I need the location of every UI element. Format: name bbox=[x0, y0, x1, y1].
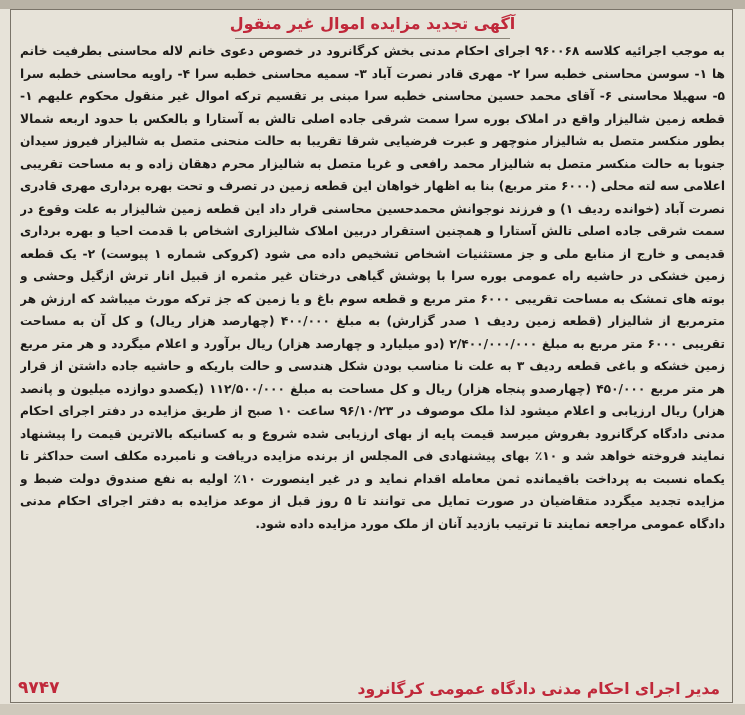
notice-body: به موجب اجرائیه کلاسه ۹۶۰۰۶۸ اجرای احکام مدنی بخش کرگانرود در خصوص دعوی خانم لاله محاسنی بطرفیت خانم ها ۱- سوسن محاسنی خطبه سرا ۲- مهری قادر نصرت آباد ۳- سمیه محاسنی خطبه سرا ۴- راویه محاسنی خطبه سرا ۵- سهیلا محاسنی ۶- آقای محمد حسین محاسنی خطبه سرا مبنی بر تقسیم ترکه اموال غیر منقول محکوم علیهم ۱- قطعه زمین شالیزار واقع در املاک بوره سرا سمت شرقی جاده اصلی تالش به آستارا و بالعکس با حدود اربعه شمالا بطور منکسر متصل به شالیزار منوچهر و عبرت فرضیایی شرقا تقریبا به حالت منحنی متصل به شالیزار فیروز سیدان جنوبا به حالت منکسر متصل به شالیزار محمد رافعی و غربا متصل به شالیزار محرم دهقان زاده و به مساحت تقریبی اعلامی سه لته محلی (۶۰۰۰ متر مربع) بنا به اظهار خواهان این قطعه زمین در تصرف و تحت بهره برداری مهری قادری نصرت آباد (خوانده ردیف ۱) و فرزند نوجوانش محمدحسین محاسنی قرار داد این قطعه زمین شالیزار به علت وقوع در سمت شرقی جاده اصلی تالش آستارا و همچنین استقرار دربین املاک شالیزاری اشخاص با قدمت احیا و بهره برداری قدیمی و خارج از منابع ملی و جز مستثنیات اشخاص تشخیص داده می شود (کروکی شماره ۱ پیوست) ۲- یک قطعه زمین خشکی در حاشیه راه عمومی بوره سرا با پوشش گیاهی درختان غیر مثمره از قبیل انار ترش ازگیل وحشی و بوته های تمشک به مساحت تقریبی ۶۰۰۰ متر مربع و قطعه سوم باغ و یا زمین که جز ترکه مورث میباشد که ارزش هر مترمربع از شالیزار (قطعه زمین ردیف ۱ صدر گزارش) به مبلغ ۴۰۰/۰۰۰ (چهارصد هزار ریال) و کل آن به مساحت تقریبی ۶۰۰۰ متر مربع به مبلغ ۲/۴۰۰/۰۰۰/۰۰۰ (دو میلیارد و چهارصد هزار) ریال برآورد و اعلام میگردد و هر متر مربع زمین خشکه و باغی قطعه ردیف ۳ به علت نا مناسب بودن شکل هندسی و حالت باریکه و حاشیه جاده داشتن از قرار هر متر مربع ۴۵۰/۰۰۰ (چهارصدو پنجاه هزار) ریال و کل مساحت به مبلغ ۱۱۲/۵۰۰/۰۰۰ (یکصدو دوازده میلیون و پانصد هزار) ریال ارزیابی و اعلام میشود لذا ملک موصوف در ۹۶/۱۰/۲۳ ساعت ۱۰ صبح از طریق مزایده در دفتر اجرای احکام مدنی دادگاه کرگانرود بفروش میرسد قیمت پایه از بهای ارزیابی شده شروع و به کسانیکه بالاترین قیمت را پیشنهاد نمایند فروخته خواهد شد و ۱۰٪ بهای پیشنهادی فی المجلس از برنده مزایده دریافت و نامبرده مکلف است حداکثر تا یکماه نسبت به پرداخت باقیمانده ثمن معامله اقدام نماید و در غیر اینصورت ۱۰٪ اولیه به نفع صندوق دولت ضبط و مزایده تجدید میگردد متقاضیان در صورت تمایل می توانند تا ۵ روز قبل از موعد مزایده به دفتر اجرای احکام مدنی دادگاه عمومی مراجعه نمایند تا ترتیب بازدید آنان از ملک مورد مزایده داده شود. bbox=[20, 44, 725, 531]
notice-signature: مدیر اجرای احکام مدنی دادگاه عمومی کرگانرود bbox=[357, 680, 720, 698]
bottom-edge-strip bbox=[0, 704, 745, 715]
top-edge-strip bbox=[0, 0, 745, 9]
title-underline bbox=[235, 38, 510, 39]
notice-title: آگهی تجدید مزایده اموال غیر منقول bbox=[229, 14, 516, 33]
ad-number: ۹۷۴۷ bbox=[18, 678, 60, 698]
